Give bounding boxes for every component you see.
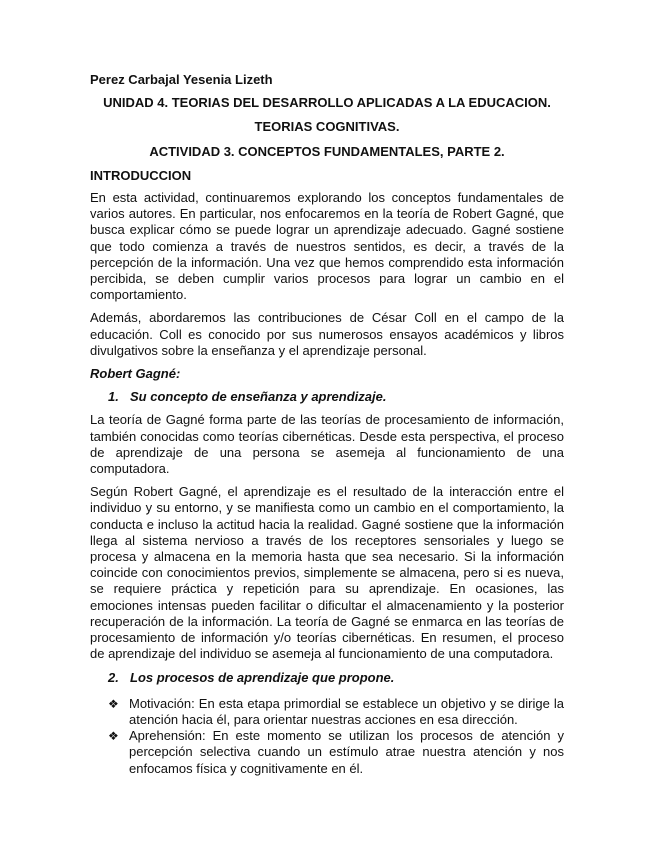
section-1-paragraph-1: La teoría de Gagné forma parte de las teorías de procesamiento de información, también conocidas como teorías cibernéticas. Desde esta perspectiva, el proceso de aprendizaje de una persona se asemeja al funcionamiento de una computadora. [90,412,564,477]
section-2-number: 2. [108,669,119,685]
section-2-heading [108,670,564,686]
diamond-bullet-icon: ❖ [108,729,119,744]
intro-paragraph-1: En esta actividad, continuaremos explorando los conceptos fundamentales de varios autores. En particular, nos enfocaremos en la teoría de Robert Gagné, que busca explicar cómo se puede lograr un aprendizaje adecuado. Gagné sostiene que todo comienza a través de nuestros sentidos, es decir, a través de la percepción de la información. Una vez que hemos comprendido esta información percibida, se deben cumplir varios procesos para lograr un cambio en el comportamiento. [90,190,564,303]
intro-paragraph-2: Además, abordaremos las contribuciones de César Coll en el campo de la educación. Coll es conocido por sus numerosos ensayos académicos y libros divulgativos sobre la enseñanza y el aprendizaje personal. [90,310,564,358]
section-1-number: 1. [108,389,119,405]
list-item [90,696,564,728]
section-1-heading [108,389,564,405]
bullet-text: Motivación: En esta etapa primordial se establece un objetivo y se dirige la atención hacia él, para orientar nuestras acciones en esa dirección. [129,695,564,727]
activity-title: ACTIVIDAD 3. CONCEPTOS FUNDAMENTALES, PARTE 2. [149,143,505,159]
subtitle: TEORIAS COGNITIVAS. [254,119,400,135]
process-list [90,696,564,777]
author-name: Perez Carbajal Yesenia Lizeth [90,72,273,87]
list-item [90,728,564,777]
document-page [90,72,564,777]
intro-heading: INTRODUCCION [90,167,192,183]
unit-title: UNIDAD 4. TEORIAS DEL DESARROLLO APLICADAS A LA EDUCACION. [103,95,551,111]
author-section-heading: Robert Gagné: [90,366,181,382]
diamond-bullet-icon: ❖ [108,696,119,711]
section-1-title: Su concepto de enseñanza y aprendizaje. [130,389,387,405]
bullet-text: Aprehensión: En este momento se utilizan los procesos de atención y percepción selectiva cuando un estímulo atrae nuestra atención y nos enfocamos física y cognitivamente en él. [129,728,564,776]
section-1-paragraph-2: Según Robert Gagné, el aprendizaje es el resultado de la interacción entre el individuo y su entorno, y se manifiesta como un cambio en el comportamiento, la conducta e incluso la actitud hacia la realidad. Gagné sostiene que la información llega al sistema nervioso a través de los receptores sensoriales y luego se procesa y almacena en la memoria hasta que sea necesario. Si la información coincide con conocimientos previos, simplemente se almacena, pero si es nueva, se requiere práctica y repetición para su aprendizaje. En ocasiones, las emociones intensas pueden facilitar o dificultar el almacenamiento y la posterior recuperación de la información. La teoría de Gagné se enmarca en las teorías de procesamiento de información y/o teorías cibernéticas. En resumen, el proceso de aprendizaje del individuo se asemeja al funcionamiento de una computadora. [90,484,564,662]
section-2-title: Los procesos de aprendizaje que propone. [130,669,395,685]
